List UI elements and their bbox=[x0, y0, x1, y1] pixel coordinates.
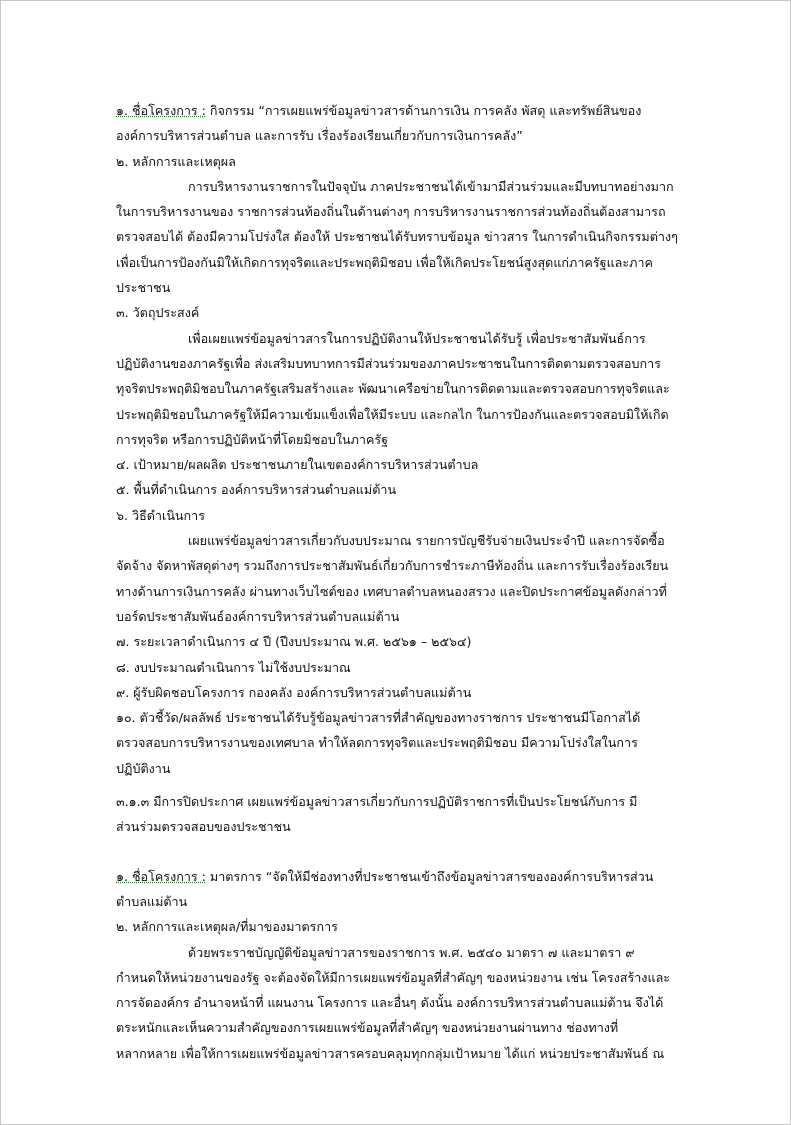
p1-title-line-2: องค์การบริหารส่วนตำบล และการรับ เรื่องร้องเรียนเกี่ยวกับการเงินการคลัง” bbox=[116, 128, 523, 144]
p1-title-label: ๑. ชื่อโครงการ : bbox=[116, 103, 206, 118]
p1-target: ๔. เป้าหมาย/ผลผลิต ประชาชนภายในเขตองค์การบริหารส่วนตำบล bbox=[116, 457, 479, 473]
p1-objective-line: ปฏิบัติงานของภาครัฐเพื่อ ส่งเสริมบทบาทการมีส่วนร่วมของภาคประชาชนในการติดตามตรวจสอบการ bbox=[116, 355, 661, 371]
p1-method-line: บอร์ดประชาสัมพันธ์องค์การบริหารส่วนตำบลแม่ต้าน bbox=[116, 608, 400, 624]
p1-duration: ๗. ระยะเวลาดำเนินการ ๔ ปี (ปีงบประมาณ พ.ศ. ๒๕๖๑ – ๒๕๖๔) bbox=[116, 634, 472, 650]
p1-rationale-heading: ๒. หลักการและเหตุผล bbox=[116, 153, 236, 169]
p1-rationale-line: ประชาชน bbox=[116, 280, 171, 296]
p1-method-line: ทางด้านการเงินการคลัง ผ่านทางเว็บไซต์ของ เทศบาลตำบลหนองสรวง และปิดประกาศข้อมูลดังกล่าวที่ bbox=[116, 583, 667, 599]
p1-title-text: กิจกรรม “การเผยแพร่ข้อมูลข่าวสารด้านการเงิน การคลัง พัสดุ และทรัพย์สินของ bbox=[205, 103, 642, 118]
p1-indicator-line: ๑๐. ตัวชี้วัด/ผลลัพธ์ ประชาชนได้รับรู้ข้อมูลข่าวสารที่สำคัญของทางราชการ ประชาชนมีโอกาสได้ bbox=[116, 710, 641, 726]
p1-budget: ๘. งบประมาณดำเนินการ ไม่ใช้งบประมาณ bbox=[116, 659, 351, 675]
p1-objective-line: การทุจริต หรือการปฏิบัติหน้าที่โดยมิชอบในภาครัฐ bbox=[116, 431, 389, 447]
p2-title-label: ๑. ชื่อโครงการ : bbox=[116, 868, 206, 884]
p1-title-line-1 bbox=[116, 98, 696, 123]
p1-rationale-line: เพื่อเป็นการป้องกันมิให้เกิดการทุจริตและประพฤติมิชอบ เพื่อให้เกิดประโยชน์สูงสุดแก่ภาครัฐและภาค bbox=[116, 254, 653, 270]
p2-rationale-line: การจัดองค์กร อำนาจหน้าที่ แผนงาน โครงการ และอื่นๆ ดังนั้น องค์การบริหารส่วนตำบลแม่ต้าน จึงได้ bbox=[116, 995, 664, 1011]
p2-rationale-heading: ๒. หลักการและเหตุผล/ที่มาของมาตรการ bbox=[116, 919, 338, 935]
p2-rationale-line: ตระหนักและเห็นความสำคัญของการเผยแพร่ข้อมูลที่สำคัญๆ ของหน่วยงานผ่านทาง ช่องทางที่ bbox=[116, 1020, 619, 1036]
p1-method-heading: ๖. วิธีดำเนินการ bbox=[116, 507, 205, 523]
p1-objective-heading: ๓. วัตถุประสงค์ bbox=[116, 305, 200, 321]
p1-indicator-line: ปฏิบัติงาน bbox=[116, 760, 171, 776]
p2-title-text: มาตรการ “จัดให้มีช่องทางที่ประชาชนเข้าถึงข้อมูลข่าวสารขององค์การบริหารส่วน bbox=[205, 868, 654, 884]
p2-rationale-line: กำหนดให้หน่วยงานของรัฐ จะต้องจัดให้มีการเผยแพร่ข้อมูลที่สำคัญๆ ของหน่วยงาน เช่น โครงสร้างและ bbox=[116, 969, 671, 985]
p1-rationale-line: ในการบริหารงานของ ราชการส่วนท้องถิ่นในด้านต่างๆ การบริหารงานราชการส่วนท้องถิ่นต้องสามารถ bbox=[116, 204, 666, 220]
p1-objective-line: ทุจริตประพฤติมิชอบในภาครัฐเสริมสร้างและ พัฒนาเครือข่ายในการติดตามและตรวจสอบการทุจริตและ bbox=[116, 381, 670, 397]
p1-method-line: จัดจ้าง จัดหาพัสดุต่างๆ รวมถึงการประชาสัมพันธ์เกี่ยวกับการชำระภาษีท้องถิ่น และการรับเรื่องร้องเรียน bbox=[116, 558, 669, 574]
p1-responsible: ๙. ผู้รับผิดชอบโครงการ กองคลัง องค์การบริหารส่วนตำบลแม่ต้าน bbox=[116, 684, 472, 700]
p1-rationale-line: การบริหารงานราชการในปัจจุบัน ภาคประชาชนได้เข้ามามีส่วนร่วมและมีบทบาทอย่างมาก bbox=[188, 178, 674, 194]
p1-area: ๕. พื้นที่ดำเนินการ องค์การบริหารส่วนตำบลแม่ต้าน bbox=[116, 482, 397, 498]
measure-line: ๓.๑.๓ มีการปิดประกาศ เผยแพร่ข้อมูลข่าวสารเกี่ยวกับการปฏิบัติราชการที่เป็นประโยชน์กับการ มี bbox=[116, 794, 638, 810]
document-page bbox=[116, 98, 696, 1066]
p2-title-line-2: ตำบลแม่ต้าน bbox=[116, 893, 188, 909]
p1-indicator-line: ตรวจสอบการบริหารงานของเทศบาล ทำให้ลดการทุจริตและประพฤติมิชอบ มีความโปร่งใสในการ bbox=[116, 735, 638, 751]
p1-objective-line: ประพฤติมิชอบในภาครัฐให้มีความเข้มแข็งเพื่อให้มีระบบ และกลไก ในการป้องกันและตรวจสอบมิให้เกิด bbox=[116, 406, 669, 422]
p2-title-line-1 bbox=[116, 864, 696, 889]
p2-rationale-line: ด้วยพระราชบัญญัติข้อมูลข่าวสารของราชการ พ.ศ. ๒๕๔๐ มาตรา ๗ และมาตรา ๙ bbox=[188, 944, 635, 960]
p1-rationale-line: ตรวจสอบได้ ต้องมีความโปร่งใส ต้องให้ ประชาชนได้รับทราบข้อมูล ข่าวสาร ในการดำเนินกิจกรรมต่างๆ bbox=[116, 229, 678, 245]
measure-line: ส่วนร่วมตรวจสอบของประชาชน bbox=[116, 819, 291, 835]
p2-rationale-line: หลากหลาย เพื่อให้การเผยแพร่ข้อมูลข่าวสารครอบคลุมทุกกลุ่มเป้าหมาย ได้แก่ หน่วยประชาสัมพันธ์ ณ bbox=[116, 1045, 665, 1061]
p1-objective-line: เพื่อเผยแพร่ข้อมูลข่าวสารในการปฏิบัติงานให้ประชาชนได้รับรู้ เพื่อประชาสัมพันธ์การ bbox=[188, 330, 646, 346]
p1-method-line: เผยแพร่ข้อมูลข่าวสารเกี่ยวกับงบประมาณ รายการบัญชีรับจ่ายเงินประจำปี และการจัดซื้อ bbox=[188, 533, 665, 549]
